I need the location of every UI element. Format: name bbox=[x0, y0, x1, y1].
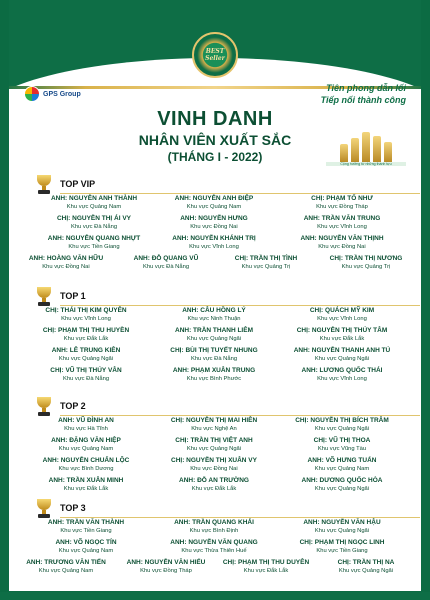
honoree-name: ANH: TRƯƠNG VĂN TIẾN bbox=[26, 559, 106, 566]
honoree-name: CHỊ: VŨ THỊ THÚY VÂN bbox=[50, 367, 122, 374]
honoree bbox=[276, 476, 408, 494]
page-title: VINH DANH bbox=[157, 108, 273, 130]
honoree-name: CHỊ: PHẠM TỐ NHƯ bbox=[311, 195, 373, 202]
honoree bbox=[14, 254, 118, 272]
honoree-name: ANH: VŨ ĐÌNH AN bbox=[58, 417, 114, 424]
honoree-region: Khu vực Quảng Trị bbox=[341, 264, 391, 270]
honoree-name: ANH: NGUYỄN VĂN QUANG bbox=[170, 539, 258, 546]
honoree bbox=[148, 456, 280, 474]
honoree bbox=[20, 346, 152, 364]
honoree bbox=[148, 194, 280, 212]
best-seller-badge bbox=[192, 32, 238, 78]
honoree-region: Khu vực Thừa Thiên Huế bbox=[181, 548, 247, 554]
honoree-name: CHỊ: TRẦN THỊ NƯƠNG bbox=[329, 255, 403, 262]
honoree-name: CHỊ: NGUYỄN THỊ BÍCH TRÂM bbox=[295, 417, 389, 424]
honoree-name: ANH: NGUYỄN ANH ĐIỆP bbox=[174, 195, 254, 202]
section-header bbox=[34, 284, 86, 308]
company-logo bbox=[24, 83, 94, 105]
trophy-icon bbox=[34, 286, 54, 306]
trophy-icon bbox=[340, 144, 348, 162]
honoree-region: Khu vực Quảng Ngãi bbox=[314, 356, 370, 362]
honoree-name: CHỊ: NGUYỄN THỊ ÁI VY bbox=[56, 215, 132, 222]
section-label: TOP 2 bbox=[60, 401, 86, 411]
honoree-region: Khu vực Vĩnh Long bbox=[317, 316, 367, 322]
honoree-region: Khu vực Đắk Lắk bbox=[63, 486, 109, 492]
honoree-region: Khu vực Vĩnh Long bbox=[189, 244, 239, 250]
page-period: (THÁNG I - 2022) bbox=[167, 150, 263, 164]
honoree-region: Khu vực Vũng Tàu bbox=[317, 446, 367, 452]
trophy-icon bbox=[373, 136, 381, 162]
honoree-name: ANH: TRẦN XUÂN MINH bbox=[48, 477, 124, 484]
honoree bbox=[20, 518, 152, 536]
honoree-region: Khu vực Quảng Trị bbox=[241, 264, 291, 270]
honoree bbox=[28, 214, 160, 232]
honoree-region: Khu vực Quảng Nam bbox=[38, 568, 94, 574]
trophies-image bbox=[326, 128, 406, 162]
honoree bbox=[276, 326, 408, 344]
honoree bbox=[148, 234, 280, 252]
section-label: TOP VIP bbox=[60, 179, 96, 189]
slogan-line2: Tiếp nối thành công bbox=[320, 95, 406, 105]
honoree-name: ANH: DƯƠNG QUỐC HÒA bbox=[301, 477, 383, 484]
honoree-name: ANH: CÂU HỒNG LÝ bbox=[182, 307, 246, 314]
honoree-name: ANH: ĐẶNG VĂN HIỆP bbox=[51, 437, 121, 444]
honoree-region: Khu vực Đồng Tháp bbox=[140, 568, 192, 574]
trophy-icon bbox=[34, 174, 54, 194]
honoree bbox=[148, 476, 280, 494]
honoree-region: Khu vực Đắk Lắk bbox=[191, 486, 237, 492]
honoree bbox=[148, 518, 280, 536]
honoree-region: Khu vực Quảng Nam bbox=[58, 548, 114, 554]
honoree-name: ANH: VÕ HƯNG TUẤN bbox=[307, 457, 377, 464]
honoree-region: Khu vực Quảng Ngãi bbox=[338, 568, 394, 574]
honoree bbox=[20, 416, 152, 434]
honoree-region: Khu vực Quảng Nam bbox=[186, 204, 242, 210]
honoree-name: ANH: PHẠM XUÂN TRUNG bbox=[172, 367, 256, 374]
honoree-name: ANH: VÕ NGỌC TÍN bbox=[55, 539, 117, 546]
honoree bbox=[148, 366, 280, 384]
honoree-region: Khu vực Vĩnh Long bbox=[317, 224, 367, 230]
honoree-region: Khu vực Quảng Nam bbox=[58, 446, 114, 452]
honoree-name: CHỊ: TRẦN THỊ VIỆT ANH bbox=[175, 437, 253, 444]
honoree-region: Khu vực Quảng Ngãi bbox=[314, 486, 370, 492]
honoree-region: Khu vực Đà Nẵng bbox=[142, 264, 190, 270]
honoree-region: Khu vực Hà Tĩnh bbox=[64, 426, 108, 432]
honoree-region: Khu vực Nghệ An bbox=[191, 426, 237, 432]
honoree bbox=[276, 214, 408, 232]
section-label: TOP 1 bbox=[60, 291, 86, 301]
honoree-region: Khu vực Bình Dương bbox=[58, 466, 114, 472]
honoree-name: ANH: TRẦN THANH LIÊM bbox=[175, 327, 253, 334]
honoree bbox=[20, 538, 152, 556]
honoree-name: ANH: ĐỖ AN TRƯỜNG bbox=[179, 477, 249, 484]
honoree bbox=[148, 326, 280, 344]
honoree-name: CHỊ: NGUYỄN THỊ XUÂN VY bbox=[171, 457, 257, 464]
honoree bbox=[28, 194, 160, 212]
honoree-region: Khu vực Tiền Giang bbox=[68, 244, 120, 250]
trophy-icon bbox=[384, 142, 392, 162]
honoree-name: ANH: NGUYỄN VĂN THỊNH bbox=[300, 235, 384, 242]
honoree-region: Khu vực Quảng Nam bbox=[314, 466, 370, 472]
honoree-region: Khu vực Đà Nẵng bbox=[62, 376, 110, 382]
honoree-name: ANH: NGUYỄN CHUẨN LỘC bbox=[42, 457, 130, 464]
honoree-region: Khu vực Đắk Lắk bbox=[319, 336, 365, 342]
honoree-name: CHỊ: QUÁCH MỸ KIM bbox=[309, 307, 375, 314]
trophy-caption: Cộng hưởng từ những thành tựu bbox=[326, 162, 406, 166]
honoree-name: ANH: TRẦN VĂN TRUNG bbox=[303, 215, 381, 222]
page-subtitle: NHÂN VIÊN XUẤT SẮC bbox=[138, 132, 292, 148]
honoree-region: Khu vực Quảng Ngãi bbox=[186, 336, 242, 342]
honoree-name: CHỊ: THÁI THỊ KIM QUYÊN bbox=[45, 307, 127, 314]
slogan bbox=[321, 82, 406, 106]
honoree-name: ANH: NGUYỄN ANH THÀNH bbox=[50, 195, 138, 202]
honoree-region: Khu vực Quảng Ngãi bbox=[186, 446, 242, 452]
honoree bbox=[148, 538, 280, 556]
honoree-name: ANH: NGUYỄN VĂN HIẾU bbox=[126, 559, 206, 566]
honoree-name: ANH: NGUYỄN KHÁNH TRỊ bbox=[172, 235, 256, 242]
honoree bbox=[214, 558, 318, 576]
honoree bbox=[276, 416, 408, 434]
honoree-region: Khu vực Quảng Nam bbox=[66, 204, 122, 210]
honoree bbox=[20, 456, 152, 474]
honoree bbox=[148, 306, 280, 324]
honoree bbox=[276, 518, 408, 536]
honoree bbox=[276, 366, 408, 384]
honoree-name: CHỊ: TRẦN THỊ TÌNH bbox=[234, 255, 298, 262]
honoree-name: CHỊ: NGUYỄN THỊ MAI HIÊN bbox=[170, 417, 258, 424]
honoree bbox=[28, 234, 160, 252]
honoree-region: Khu vực Đồng Nai bbox=[318, 244, 366, 250]
honoree-region: Khu vực Quảng Ngãi bbox=[314, 528, 370, 534]
honoree bbox=[276, 194, 408, 212]
trophy-icon bbox=[34, 498, 54, 518]
honoree-region: Khu vực Đắk Lắk bbox=[63, 336, 109, 342]
honoree bbox=[148, 416, 280, 434]
honoree-region: Khu vực Đồng Tháp bbox=[316, 204, 368, 210]
honoree bbox=[114, 558, 218, 576]
section-header bbox=[34, 394, 86, 418]
honoree-name: CHỊ: TRẦN THỊ NA bbox=[337, 559, 395, 566]
honoree-region: Khu vực Đắk Lắk bbox=[243, 568, 289, 574]
honoree bbox=[314, 558, 418, 576]
honoree-name: ANH: NGUYỄN HƯNG bbox=[180, 215, 248, 222]
honoree bbox=[148, 346, 280, 364]
honoree bbox=[214, 254, 318, 272]
honoree-region: Khu vực Quảng Ngãi bbox=[314, 426, 370, 432]
bottom-border bbox=[0, 592, 430, 600]
honoree bbox=[276, 436, 408, 454]
section-header bbox=[34, 496, 86, 520]
honoree-name: CHỊ: PHẠM THỊ NGỌC LINH bbox=[299, 539, 385, 546]
honoree bbox=[148, 214, 280, 232]
honoree-region: Khu vực Quảng Ngãi bbox=[58, 356, 114, 362]
honoree bbox=[20, 306, 152, 324]
honoree-region: Khu vực Ninh Thuận bbox=[187, 316, 241, 322]
globe-icon bbox=[24, 86, 40, 102]
honoree-region: Khu vực Vĩnh Long bbox=[317, 376, 367, 382]
honoree-name: CHỊ: NGUYỄN THỊ THÚY TÂM bbox=[296, 327, 388, 334]
honoree-region: Khu vực Vĩnh Long bbox=[61, 316, 111, 322]
honoree bbox=[14, 558, 118, 576]
honoree-name: ANH: NGUYỄN VĂN HẬU bbox=[303, 519, 381, 526]
honoree-region: Khu vực Bình Định bbox=[189, 528, 239, 534]
honoree-name: ANH: NGUYỄN QUANG NHỰT bbox=[47, 235, 141, 242]
honoree bbox=[314, 254, 418, 272]
honoree-name: ANH: LÊ TRUNG KIÊN bbox=[51, 347, 121, 354]
honoree bbox=[148, 436, 280, 454]
honoree-region: Khu vực Đà Nẵng bbox=[70, 224, 118, 230]
honoree-name: ANH: TRẦN VĂN THÀNH bbox=[47, 519, 125, 526]
badge-line2: Seller bbox=[205, 55, 225, 62]
honoree-region: Khu vực Tiền Giang bbox=[60, 528, 112, 534]
honoree-name: CHỊ: PHẠM THỊ THU DUYÊN bbox=[222, 559, 310, 566]
honoree-name: ANH: ĐỖ QUANG VŨ bbox=[133, 255, 199, 262]
slogan-line1: Tiên phong dẫn lối bbox=[326, 83, 406, 93]
honoree bbox=[276, 306, 408, 324]
honoree-region: Khu vực Bình Phước bbox=[186, 376, 242, 382]
honoree-name: ANH: NGUYỄN THANH ANH TÚ bbox=[293, 347, 391, 354]
honoree-name: CHỊ: BÙI THỊ TUYẾT NHUNG bbox=[170, 347, 258, 354]
honoree bbox=[20, 326, 152, 344]
honoree-name: ANH: LƯƠNG QUỐC THÁI bbox=[301, 367, 383, 374]
section-label: TOP 3 bbox=[60, 503, 86, 513]
honoree bbox=[276, 538, 408, 556]
honoree-name: CHỊ: PHẠM THỊ THU HUYỀN bbox=[42, 327, 130, 334]
honoree bbox=[276, 346, 408, 364]
trophy-icon bbox=[362, 132, 370, 162]
honoree-name: ANH: TRẦN QUANG KHẢI bbox=[174, 519, 254, 526]
honoree-region: Khu vực Tiền Giang bbox=[316, 548, 368, 554]
honoree bbox=[114, 254, 218, 272]
honoree bbox=[276, 234, 408, 252]
honoree-region: Khu vực Đồng Nai bbox=[190, 466, 238, 472]
logo-text: GPS Group bbox=[43, 90, 81, 98]
badge-line1: BEST bbox=[205, 48, 225, 55]
honoree bbox=[276, 456, 408, 474]
honoree bbox=[20, 366, 152, 384]
honoree-name: ANH: HOÀNG VĂN HỮU bbox=[28, 255, 104, 262]
honoree-region: Khu vực Đồng Nai bbox=[190, 224, 238, 230]
honoree-name: CHỊ: VŨ THỊ THOA bbox=[313, 437, 371, 444]
trophy-icon bbox=[34, 396, 54, 416]
section-header bbox=[34, 172, 95, 196]
honoree bbox=[20, 436, 152, 454]
trophy-icon bbox=[351, 138, 359, 162]
honoree-region: Khu vực Đồng Nai bbox=[42, 264, 90, 270]
honoree-region: Khu vực Đà Nẵng bbox=[190, 356, 238, 362]
honoree bbox=[20, 476, 152, 494]
